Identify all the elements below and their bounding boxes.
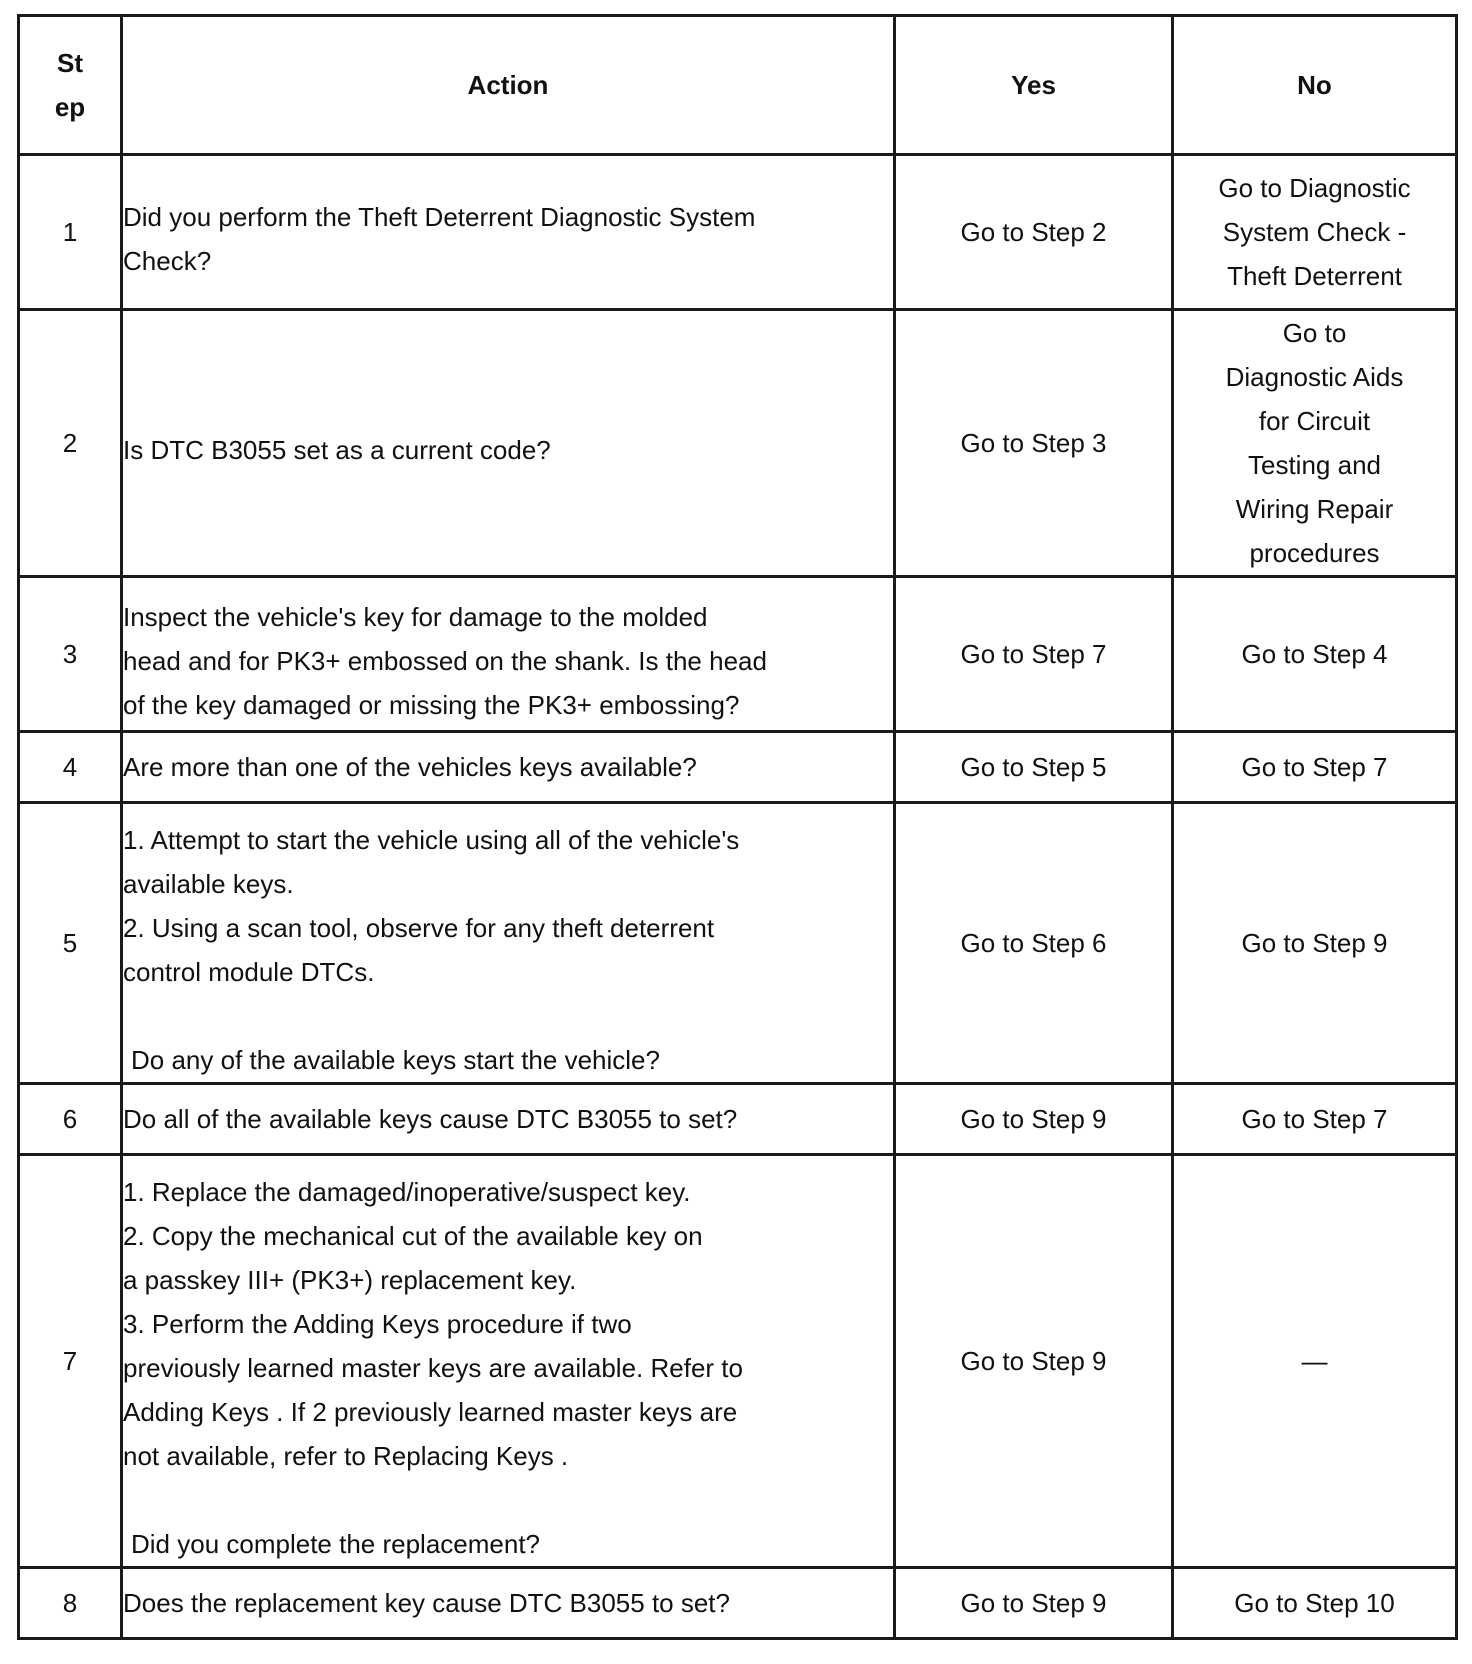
- yes-cell: Go to Step 5: [895, 732, 1173, 803]
- step-number: 1: [19, 155, 122, 310]
- action-line: 2. Using a scan tool, observe for any theft deterrent: [123, 913, 715, 943]
- no-cell: Go to Step 10: [1173, 1568, 1457, 1639]
- header-row: [19, 16, 1457, 155]
- table-row: [19, 732, 1457, 803]
- action-line: a passkey III+ (PK3+) replacement key.: [123, 1265, 577, 1295]
- table-row: [19, 803, 1457, 1084]
- action-line: 3. Perform the Adding Keys procedure if two: [123, 1309, 632, 1339]
- action-line: Inspect the vehicle's key for damage to the molded: [123, 602, 708, 632]
- action-line: 2. Copy the mechanical cut of the available key on: [123, 1221, 703, 1251]
- no-line: for Circuit: [1258, 406, 1371, 436]
- step-number: 4: [19, 732, 122, 803]
- no-line: procedures: [1249, 538, 1380, 568]
- action-line: of the key damaged or missing the PK3+ embossing?: [123, 690, 740, 720]
- action-line: available keys.: [123, 869, 294, 899]
- no-line: Testing and: [1248, 450, 1381, 480]
- no-cell: [1173, 155, 1457, 310]
- action-line: Do all of the available keys cause DTC B3055 to set?: [123, 1104, 738, 1134]
- action-cell: [122, 155, 895, 310]
- step-number: 6: [19, 1084, 122, 1155]
- no-line: Go to Diagnostic: [1218, 173, 1411, 203]
- action-line: Adding Keys . If 2 previously learned master keys are: [123, 1397, 738, 1427]
- action-line: control module DTCs.: [123, 957, 375, 987]
- step-number: 2: [19, 310, 122, 577]
- action-line: not available, refer to Replacing Keys .: [123, 1441, 569, 1471]
- action-cell: [122, 1084, 895, 1155]
- table-row: [19, 310, 1457, 577]
- action-line: Is DTC B3055 set as a current code?: [123, 435, 551, 465]
- spacer: [123, 994, 893, 1038]
- table-row: [19, 1568, 1457, 1639]
- step-number: 5: [19, 803, 122, 1084]
- action-cell: [122, 310, 895, 577]
- action-line: 1. Replace the damaged/inoperative/suspect key.: [123, 1177, 691, 1207]
- action-line: Does the replacement key cause DTC B3055 to set?: [123, 1588, 730, 1618]
- yes-cell: Go to Step 2: [895, 155, 1173, 310]
- header-action: Action: [122, 16, 895, 155]
- action-cell: [122, 803, 895, 1084]
- no-cell: Go to Step 9: [1173, 803, 1457, 1084]
- action-cell: [122, 577, 895, 732]
- table-row: [19, 1084, 1457, 1155]
- step-number: 8: [19, 1568, 122, 1639]
- header-yes: Yes: [895, 16, 1173, 155]
- yes-cell: Go to Step 7: [895, 577, 1173, 732]
- action-cell: [122, 732, 895, 803]
- action-line: Are more than one of the vehicles keys available?: [123, 752, 697, 782]
- action-line: Check?: [123, 246, 212, 276]
- no-line: Theft Deterrent: [1227, 261, 1402, 291]
- table-row: [19, 577, 1457, 732]
- yes-cell: Go to Step 6: [895, 803, 1173, 1084]
- action-line: previously learned master keys are available. Refer to: [123, 1353, 743, 1383]
- action-line: 1. Attempt to start the vehicle using all of the vehicle's: [123, 825, 740, 855]
- table-row: [19, 1155, 1457, 1568]
- step-number: 3: [19, 577, 122, 732]
- no-line: Wiring Repair: [1235, 494, 1394, 524]
- header-no: No: [1173, 16, 1457, 155]
- table-row: [19, 155, 1457, 310]
- no-line: System Check -: [1222, 217, 1407, 247]
- yes-cell: Go to Step 9: [895, 1084, 1173, 1155]
- yes-cell: Go to Step 9: [895, 1155, 1173, 1568]
- no-line: Diagnostic Aids: [1225, 362, 1404, 392]
- yes-cell: Go to Step 3: [895, 310, 1173, 577]
- no-line: Go to: [1282, 318, 1347, 348]
- no-cell: Go to Step 7: [1173, 1084, 1457, 1155]
- no-cell: [1173, 310, 1457, 577]
- action-question: Do any of the available keys start the vehicle?: [131, 1045, 660, 1075]
- action-line: head and for PK3+ embossed on the shank. Is the head: [123, 646, 767, 676]
- diagnostic-table: [17, 14, 1458, 1640]
- action-line: Did you perform the Theft Deterrent Diagnostic System: [123, 202, 756, 232]
- no-cell: Go to Step 7: [1173, 732, 1457, 803]
- header-step-line1: St: [57, 48, 83, 78]
- action-cell: [122, 1568, 895, 1639]
- action-cell: [122, 1155, 895, 1568]
- step-number: 7: [19, 1155, 122, 1568]
- yes-cell: Go to Step 9: [895, 1568, 1173, 1639]
- action-question: Did you complete the replacement?: [131, 1529, 541, 1559]
- no-cell: Go to Step 4: [1173, 577, 1457, 732]
- header-step-line2: ep: [54, 92, 86, 122]
- spacer: [123, 1478, 893, 1522]
- no-cell: —: [1173, 1155, 1457, 1568]
- header-step: [19, 16, 122, 155]
